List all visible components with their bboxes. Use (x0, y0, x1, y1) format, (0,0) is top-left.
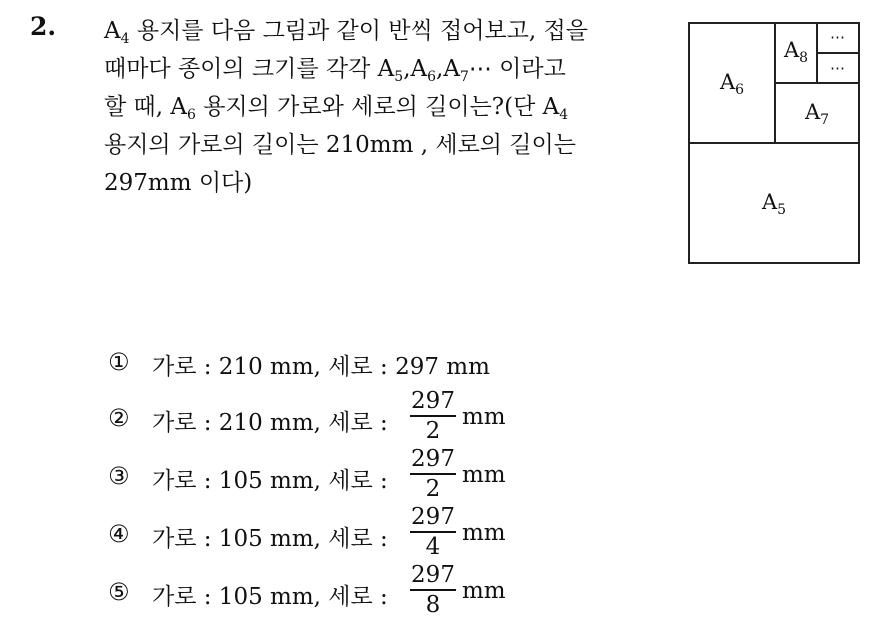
choice-4-numerator: 297 (411, 504, 455, 530)
question-line-1: $A_4$ 용지를 다음 그림과 같이 반씩 접어보고, 접을 (104, 18, 588, 47)
choice-2-text: 가로 : 210 mm, 세로 : (152, 410, 388, 436)
fraction-bar (410, 589, 456, 591)
fraction-bar (410, 473, 456, 475)
choice-4-denominator: 4 (425, 534, 441, 560)
choice-4-unit: mm (462, 520, 506, 546)
question-line-4: 용지의 가로의 길이는 210mm , 세로의 길이는 (104, 132, 576, 158)
question-line-2: 때마다 종이의 크기를 각각 $A_5,A_6,A_7\cdots$ 이라고 (104, 56, 566, 85)
choice-5-marker: ⑤ (108, 578, 130, 606)
a8-label: $A_8$ (783, 38, 809, 66)
choice-1-marker: ① (108, 348, 130, 376)
choice-4-marker: ④ (108, 520, 130, 548)
question-text (104, 12, 664, 202)
question-line-5: 297mm 이다) (104, 170, 253, 196)
choice-1-text: 가로 : 210 mm, 세로 : 297 mm (152, 354, 490, 380)
choice-2-fraction (410, 388, 456, 444)
choice-2[interactable] (108, 388, 708, 446)
fraction-bar (410, 531, 456, 533)
choice-5-fraction (410, 562, 456, 618)
choice-5-numerator: 297 (411, 562, 455, 588)
choice-2-numerator: 297 (411, 388, 455, 414)
question-number: 2. (30, 12, 57, 41)
dots-lower: ⋯ (830, 59, 846, 77)
a6-label: $A_6$ (719, 70, 745, 98)
choice-5-denominator: 8 (425, 592, 441, 618)
a5-label: $A_5$ (761, 190, 787, 218)
choice-5-text: 가로 : 105 mm, 세로 : (152, 584, 388, 610)
choice-2-marker: ② (108, 404, 130, 432)
choice-3-text: 가로 : 105 mm, 세로 : (152, 468, 388, 494)
choice-4-text: 가로 : 105 mm, 세로 : (152, 526, 388, 552)
choice-4[interactable] (108, 504, 708, 562)
choice-3-denominator: 2 (425, 476, 441, 502)
a7-label: $A_7$ (804, 100, 830, 128)
choice-3-fraction (410, 446, 456, 502)
choice-5-unit: mm (462, 578, 506, 604)
choice-1[interactable] (108, 332, 708, 390)
fraction-bar (410, 415, 456, 417)
choice-3-numerator: 297 (411, 446, 455, 472)
choice-3-marker: ③ (108, 462, 130, 490)
dots-upper: ⋯ (830, 28, 846, 46)
choice-2-denominator: 2 (425, 418, 441, 444)
question-line-3: 할 때, $A_6$ 용지의 가로와 세로의 길이는?(단 $A_4$ (104, 94, 569, 123)
choice-3-unit: mm (462, 462, 506, 488)
choice-5[interactable] (108, 562, 708, 620)
choice-4-fraction (410, 504, 456, 560)
paper-fold-figure (688, 22, 860, 264)
choice-3[interactable] (108, 446, 708, 504)
choice-2-unit: mm (462, 404, 506, 430)
